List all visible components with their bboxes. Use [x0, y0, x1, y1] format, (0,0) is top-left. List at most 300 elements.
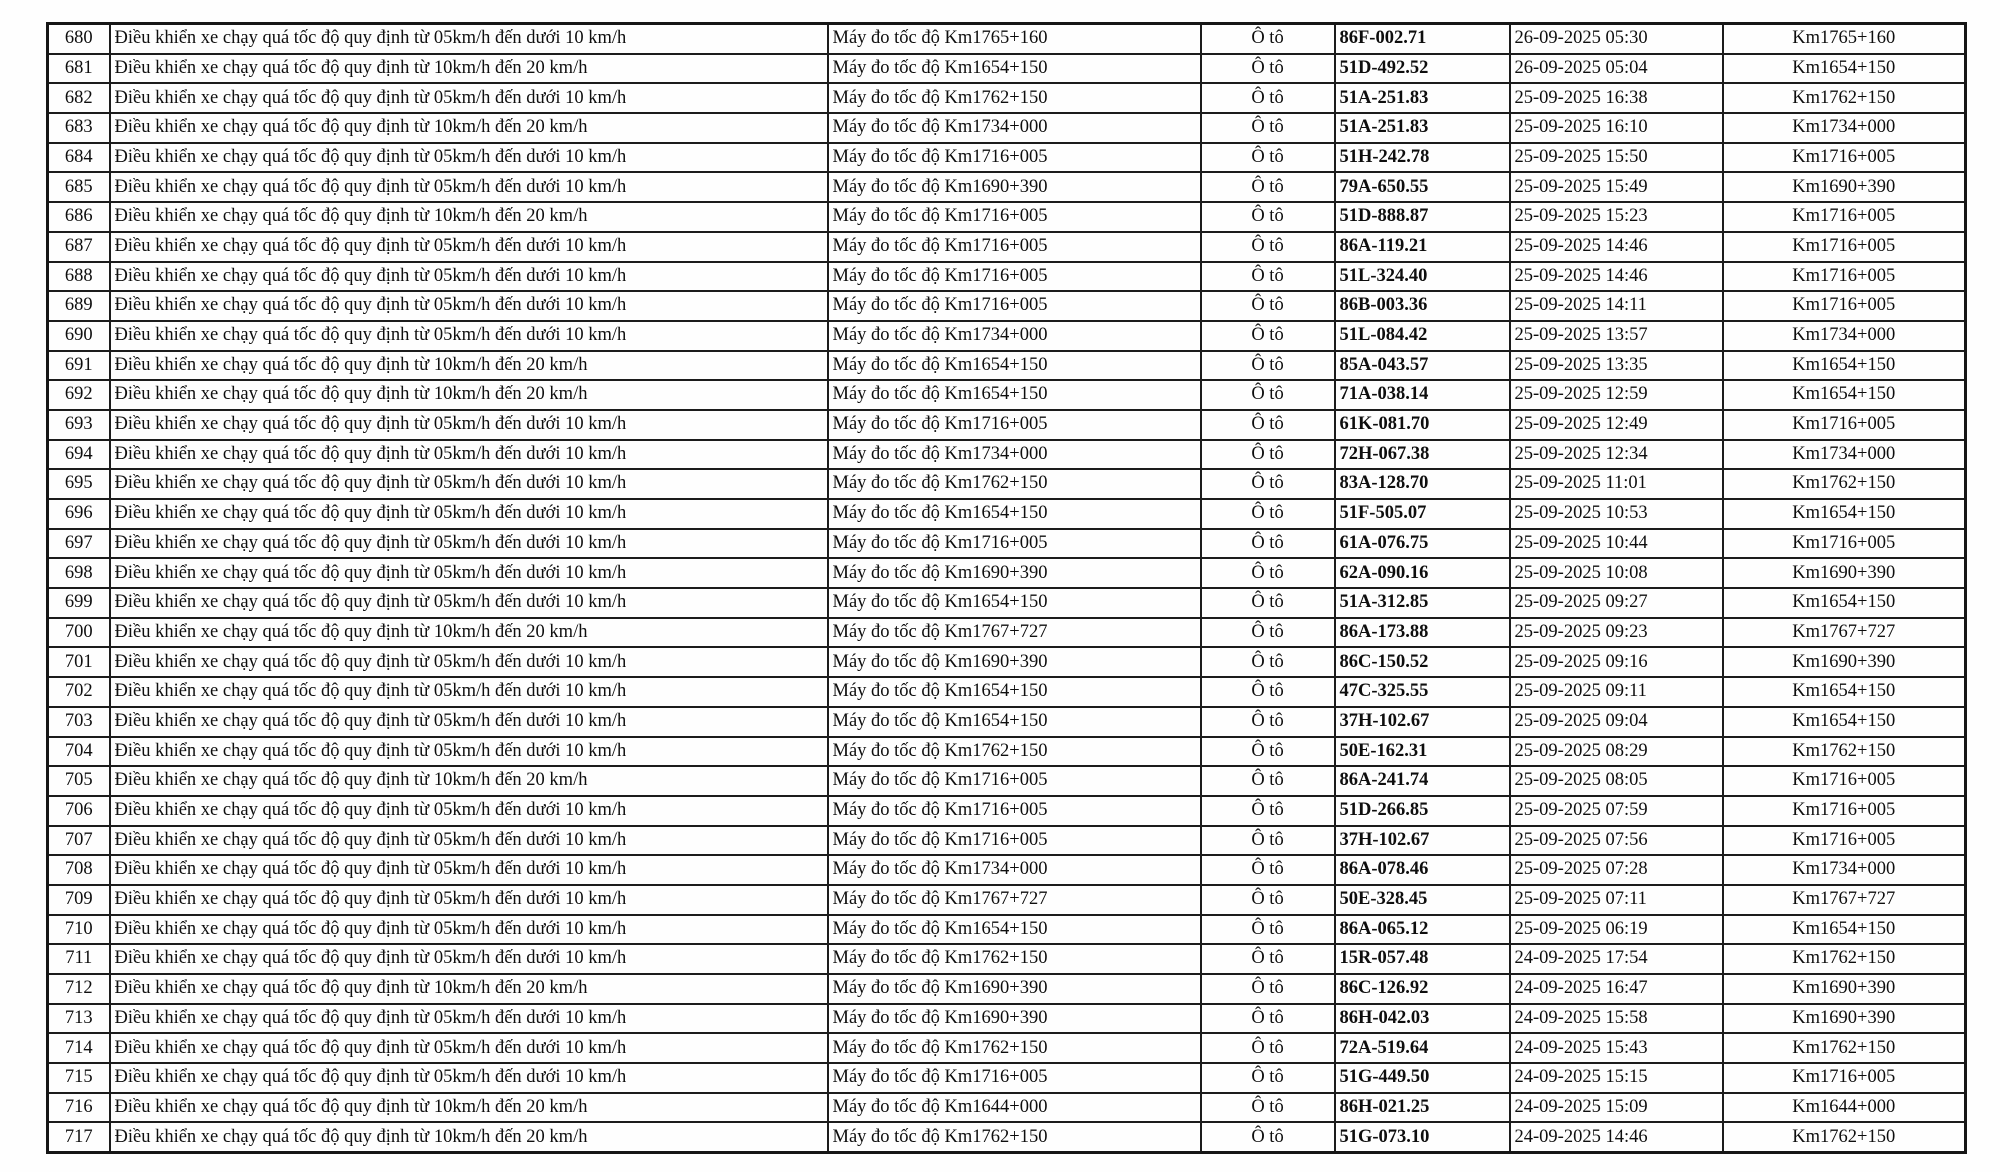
- speed-device-cell: Máy đo tốc độ Km1654+150: [828, 380, 1201, 410]
- km-location-cell: Km1690+390: [1723, 172, 1966, 202]
- km-location-cell: Km1716+005: [1723, 766, 1966, 796]
- table-row: [48, 1033, 1966, 1063]
- speed-device-cell: Máy đo tốc độ Km1654+150: [828, 54, 1201, 84]
- violation-datetime-cell: 25-09-2025 09:16: [1510, 647, 1723, 677]
- license-plate-cell: 86H-021.25: [1335, 1093, 1510, 1123]
- table-row: [48, 915, 1966, 945]
- license-plate-cell: 51D-888.87: [1335, 202, 1510, 232]
- license-plate-cell: 15R-057.48: [1335, 944, 1510, 974]
- table-row: [48, 291, 1966, 321]
- speed-device-cell: Máy đo tốc độ Km1716+005: [828, 529, 1201, 559]
- violation-description-cell: Điều khiển xe chạy quá tốc độ quy định từ 05km/h đến dưới 10 km/h: [110, 24, 828, 54]
- license-plate-cell: 86A-065.12: [1335, 915, 1510, 945]
- row-number-cell: 709: [48, 885, 110, 915]
- km-location-cell: Km1716+005: [1723, 202, 1966, 232]
- vehicle-type-cell: Ô tô: [1201, 618, 1335, 648]
- km-location-cell: Km1762+150: [1723, 944, 1966, 974]
- vehicle-type-cell: Ô tô: [1201, 232, 1335, 262]
- vehicle-type-cell: Ô tô: [1201, 915, 1335, 945]
- violation-datetime-cell: 24-09-2025 14:46: [1510, 1122, 1723, 1152]
- speed-device-cell: Máy đo tốc độ Km1762+150: [828, 1122, 1201, 1152]
- violation-description-cell: Điều khiển xe chạy quá tốc độ quy định từ 05km/h đến dưới 10 km/h: [110, 410, 828, 440]
- license-plate-cell: 51D-492.52: [1335, 54, 1510, 84]
- violation-description-cell: Điều khiển xe chạy quá tốc độ quy định từ 05km/h đến dưới 10 km/h: [110, 1063, 828, 1093]
- violation-description-cell: Điều khiển xe chạy quá tốc độ quy định từ 10km/h đến 20 km/h: [110, 113, 828, 143]
- table-row: [48, 380, 1966, 410]
- violation-description-cell: Điều khiển xe chạy quá tốc độ quy định từ 05km/h đến dưới 10 km/h: [110, 1004, 828, 1034]
- violation-datetime-cell: 25-09-2025 10:44: [1510, 529, 1723, 559]
- row-number-cell: 687: [48, 232, 110, 262]
- vehicle-type-cell: Ô tô: [1201, 24, 1335, 54]
- violation-datetime-cell: 25-09-2025 14:46: [1510, 262, 1723, 292]
- violation-description-cell: Điều khiển xe chạy quá tốc độ quy định từ 05km/h đến dưới 10 km/h: [110, 588, 828, 618]
- speed-device-cell: Máy đo tốc độ Km1654+150: [828, 351, 1201, 381]
- vehicle-type-cell: Ô tô: [1201, 143, 1335, 173]
- vehicle-type-cell: Ô tô: [1201, 380, 1335, 410]
- speed-device-cell: Máy đo tốc độ Km1765+160: [828, 24, 1201, 54]
- speed-device-cell: Máy đo tốc độ Km1716+005: [828, 232, 1201, 262]
- table-row: [48, 113, 1966, 143]
- license-plate-cell: 71A-038.14: [1335, 380, 1510, 410]
- km-location-cell: Km1716+005: [1723, 143, 1966, 173]
- license-plate-cell: 86A-119.21: [1335, 232, 1510, 262]
- table-row: [48, 974, 1966, 1004]
- table-row: [48, 885, 1966, 915]
- violation-datetime-cell: 24-09-2025 15:58: [1510, 1004, 1723, 1034]
- vehicle-type-cell: Ô tô: [1201, 944, 1335, 974]
- table-row: [48, 1093, 1966, 1123]
- violation-datetime-cell: 25-09-2025 10:08: [1510, 558, 1723, 588]
- license-plate-cell: 51A-312.85: [1335, 588, 1510, 618]
- vehicle-type-cell: Ô tô: [1201, 558, 1335, 588]
- row-number-cell: 683: [48, 113, 110, 143]
- violation-description-cell: Điều khiển xe chạy quá tốc độ quy định từ 05km/h đến dưới 10 km/h: [110, 707, 828, 737]
- table-row: [48, 558, 1966, 588]
- km-location-cell: Km1767+727: [1723, 885, 1966, 915]
- speed-device-cell: Máy đo tốc độ Km1734+000: [828, 855, 1201, 885]
- row-number-cell: 686: [48, 202, 110, 232]
- violation-description-cell: Điều khiển xe chạy quá tốc độ quy định từ 10km/h đến 20 km/h: [110, 1093, 828, 1123]
- violation-datetime-cell: 25-09-2025 16:38: [1510, 83, 1723, 113]
- violation-datetime-cell: 24-09-2025 15:43: [1510, 1033, 1723, 1063]
- row-number-cell: 692: [48, 380, 110, 410]
- vehicle-type-cell: Ô tô: [1201, 737, 1335, 767]
- table-row: [48, 1122, 1966, 1152]
- violation-datetime-cell: 25-09-2025 12:49: [1510, 410, 1723, 440]
- vehicle-type-cell: Ô tô: [1201, 974, 1335, 1004]
- violation-datetime-cell: 25-09-2025 06:19: [1510, 915, 1723, 945]
- license-plate-cell: 79A-650.55: [1335, 172, 1510, 202]
- violation-description-cell: Điều khiển xe chạy quá tốc độ quy định từ 05km/h đến dưới 10 km/h: [110, 647, 828, 677]
- table-row: [48, 24, 1966, 54]
- vehicle-type-cell: Ô tô: [1201, 172, 1335, 202]
- violation-description-cell: Điều khiển xe chạy quá tốc độ quy định từ 05km/h đến dưới 10 km/h: [110, 855, 828, 885]
- vehicle-type-cell: Ô tô: [1201, 410, 1335, 440]
- license-plate-cell: 85A-043.57: [1335, 351, 1510, 381]
- violation-datetime-cell: 25-09-2025 14:46: [1510, 232, 1723, 262]
- table-row: [48, 618, 1966, 648]
- table-row: [48, 469, 1966, 499]
- km-location-cell: Km1654+150: [1723, 707, 1966, 737]
- license-plate-cell: 61K-081.70: [1335, 410, 1510, 440]
- violation-description-cell: Điều khiển xe chạy quá tốc độ quy định từ 05km/h đến dưới 10 km/h: [110, 944, 828, 974]
- license-plate-cell: 86F-002.71: [1335, 24, 1510, 54]
- km-location-cell: Km1765+160: [1723, 24, 1966, 54]
- speed-device-cell: Máy đo tốc độ Km1690+390: [828, 974, 1201, 1004]
- row-number-cell: 700: [48, 618, 110, 648]
- row-number-cell: 695: [48, 469, 110, 499]
- vehicle-type-cell: Ô tô: [1201, 588, 1335, 618]
- license-plate-cell: 86A-173.88: [1335, 618, 1510, 648]
- row-number-cell: 694: [48, 440, 110, 470]
- table-row: [48, 707, 1966, 737]
- license-plate-cell: 72H-067.38: [1335, 440, 1510, 470]
- license-plate-cell: 86B-003.36: [1335, 291, 1510, 321]
- km-location-cell: Km1654+150: [1723, 499, 1966, 529]
- km-location-cell: Km1762+150: [1723, 1122, 1966, 1152]
- row-number-cell: 716: [48, 1093, 110, 1123]
- table-row: [48, 766, 1966, 796]
- violation-datetime-cell: 25-09-2025 13:57: [1510, 321, 1723, 351]
- table-row: [48, 83, 1966, 113]
- license-plate-cell: 47C-325.55: [1335, 677, 1510, 707]
- violations-table: [46, 22, 1967, 1154]
- violations-table-body: [48, 24, 1966, 1153]
- row-number-cell: 717: [48, 1122, 110, 1152]
- km-location-cell: Km1716+005: [1723, 826, 1966, 856]
- speed-device-cell: Máy đo tốc độ Km1690+390: [828, 172, 1201, 202]
- vehicle-type-cell: Ô tô: [1201, 321, 1335, 351]
- table-row: [48, 351, 1966, 381]
- violation-description-cell: Điều khiển xe chạy quá tốc độ quy định từ 10km/h đến 20 km/h: [110, 202, 828, 232]
- license-plate-cell: 62A-090.16: [1335, 558, 1510, 588]
- license-plate-cell: 37H-102.67: [1335, 707, 1510, 737]
- violation-description-cell: Điều khiển xe chạy quá tốc độ quy định từ 05km/h đến dưới 10 km/h: [110, 143, 828, 173]
- table-row: [48, 143, 1966, 173]
- table-row: [48, 855, 1966, 885]
- violation-datetime-cell: 25-09-2025 14:11: [1510, 291, 1723, 321]
- violation-description-cell: Điều khiển xe chạy quá tốc độ quy định từ 10km/h đến 20 km/h: [110, 974, 828, 1004]
- vehicle-type-cell: Ô tô: [1201, 1063, 1335, 1093]
- row-number-cell: 704: [48, 737, 110, 767]
- vehicle-type-cell: Ô tô: [1201, 796, 1335, 826]
- speed-device-cell: Máy đo tốc độ Km1762+150: [828, 469, 1201, 499]
- violation-description-cell: Điều khiển xe chạy quá tốc độ quy định từ 05km/h đến dưới 10 km/h: [110, 499, 828, 529]
- row-number-cell: 702: [48, 677, 110, 707]
- row-number-cell: 714: [48, 1033, 110, 1063]
- row-number-cell: 682: [48, 83, 110, 113]
- vehicle-type-cell: Ô tô: [1201, 440, 1335, 470]
- speed-device-cell: Máy đo tốc độ Km1734+000: [828, 440, 1201, 470]
- violation-description-cell: Điều khiển xe chạy quá tốc độ quy định từ 05km/h đến dưới 10 km/h: [110, 677, 828, 707]
- license-plate-cell: 51H-242.78: [1335, 143, 1510, 173]
- violation-description-cell: Điều khiển xe chạy quá tốc độ quy định từ 05km/h đến dưới 10 km/h: [110, 83, 828, 113]
- km-location-cell: Km1716+005: [1723, 796, 1966, 826]
- violation-description-cell: Điều khiển xe chạy quá tốc độ quy định từ 05km/h đến dưới 10 km/h: [110, 440, 828, 470]
- km-location-cell: Km1654+150: [1723, 351, 1966, 381]
- speed-device-cell: Máy đo tốc độ Km1762+150: [828, 737, 1201, 767]
- km-location-cell: Km1644+000: [1723, 1093, 1966, 1123]
- license-plate-cell: 50E-328.45: [1335, 885, 1510, 915]
- speed-device-cell: Máy đo tốc độ Km1734+000: [828, 113, 1201, 143]
- row-number-cell: 693: [48, 410, 110, 440]
- table-row: [48, 529, 1966, 559]
- violation-description-cell: Điều khiển xe chạy quá tốc độ quy định từ 05km/h đến dưới 10 km/h: [110, 558, 828, 588]
- table-row: [48, 1063, 1966, 1093]
- km-location-cell: Km1716+005: [1723, 529, 1966, 559]
- row-number-cell: 684: [48, 143, 110, 173]
- table-row: [48, 796, 1966, 826]
- km-location-cell: Km1716+005: [1723, 410, 1966, 440]
- violation-datetime-cell: 25-09-2025 07:11: [1510, 885, 1723, 915]
- violation-datetime-cell: 25-09-2025 09:23: [1510, 618, 1723, 648]
- table-row: [48, 677, 1966, 707]
- vehicle-type-cell: Ô tô: [1201, 707, 1335, 737]
- speed-device-cell: Máy đo tốc độ Km1654+150: [828, 677, 1201, 707]
- violation-description-cell: Điều khiển xe chạy quá tốc độ quy định từ 10km/h đến 20 km/h: [110, 380, 828, 410]
- license-plate-cell: 51G-449.50: [1335, 1063, 1510, 1093]
- vehicle-type-cell: Ô tô: [1201, 113, 1335, 143]
- table-row: [48, 440, 1966, 470]
- km-location-cell: Km1690+390: [1723, 558, 1966, 588]
- vehicle-type-cell: Ô tô: [1201, 855, 1335, 885]
- row-number-cell: 696: [48, 499, 110, 529]
- violation-datetime-cell: 25-09-2025 09:11: [1510, 677, 1723, 707]
- km-location-cell: Km1716+005: [1723, 262, 1966, 292]
- km-location-cell: Km1654+150: [1723, 677, 1966, 707]
- km-location-cell: Km1762+150: [1723, 83, 1966, 113]
- row-number-cell: 685: [48, 172, 110, 202]
- license-plate-cell: 86H-042.03: [1335, 1004, 1510, 1034]
- km-location-cell: Km1762+150: [1723, 1033, 1966, 1063]
- violation-description-cell: Điều khiển xe chạy quá tốc độ quy định từ 05km/h đến dưới 10 km/h: [110, 737, 828, 767]
- violation-datetime-cell: 26-09-2025 05:30: [1510, 24, 1723, 54]
- table-row: [48, 172, 1966, 202]
- vehicle-type-cell: Ô tô: [1201, 291, 1335, 321]
- row-number-cell: 706: [48, 796, 110, 826]
- vehicle-type-cell: Ô tô: [1201, 677, 1335, 707]
- speed-device-cell: Máy đo tốc độ Km1716+005: [828, 826, 1201, 856]
- speed-device-cell: Máy đo tốc độ Km1654+150: [828, 707, 1201, 737]
- violation-description-cell: Điều khiển xe chạy quá tốc độ quy định từ 05km/h đến dưới 10 km/h: [110, 262, 828, 292]
- speed-device-cell: Máy đo tốc độ Km1762+150: [828, 83, 1201, 113]
- license-plate-cell: 86C-126.92: [1335, 974, 1510, 1004]
- table-row: [48, 1004, 1966, 1034]
- table-row: [48, 737, 1966, 767]
- table-row: [48, 321, 1966, 351]
- violation-datetime-cell: 25-09-2025 09:27: [1510, 588, 1723, 618]
- vehicle-type-cell: Ô tô: [1201, 529, 1335, 559]
- km-location-cell: Km1716+005: [1723, 1063, 1966, 1093]
- violation-datetime-cell: 24-09-2025 17:54: [1510, 944, 1723, 974]
- vehicle-type-cell: Ô tô: [1201, 885, 1335, 915]
- speed-device-cell: Máy đo tốc độ Km1654+150: [828, 499, 1201, 529]
- speed-device-cell: Máy đo tốc độ Km1716+005: [828, 291, 1201, 321]
- violation-datetime-cell: 25-09-2025 15:49: [1510, 172, 1723, 202]
- vehicle-type-cell: Ô tô: [1201, 1004, 1335, 1034]
- violation-datetime-cell: 24-09-2025 16:47: [1510, 974, 1723, 1004]
- row-number-cell: 703: [48, 707, 110, 737]
- row-number-cell: 689: [48, 291, 110, 321]
- license-plate-cell: 51F-505.07: [1335, 499, 1510, 529]
- violation-description-cell: Điều khiển xe chạy quá tốc độ quy định từ 10km/h đến 20 km/h: [110, 618, 828, 648]
- vehicle-type-cell: Ô tô: [1201, 499, 1335, 529]
- violation-datetime-cell: 25-09-2025 08:29: [1510, 737, 1723, 767]
- vehicle-type-cell: Ô tô: [1201, 1093, 1335, 1123]
- vehicle-type-cell: Ô tô: [1201, 83, 1335, 113]
- row-number-cell: 710: [48, 915, 110, 945]
- speed-device-cell: Máy đo tốc độ Km1716+005: [828, 1063, 1201, 1093]
- violation-description-cell: Điều khiển xe chạy quá tốc độ quy định từ 05km/h đến dưới 10 km/h: [110, 885, 828, 915]
- vehicle-type-cell: Ô tô: [1201, 647, 1335, 677]
- row-number-cell: 708: [48, 855, 110, 885]
- speed-device-cell: Máy đo tốc độ Km1690+390: [828, 558, 1201, 588]
- violation-datetime-cell: 25-09-2025 16:10: [1510, 113, 1723, 143]
- violation-description-cell: Điều khiển xe chạy quá tốc độ quy định từ 10km/h đến 20 km/h: [110, 766, 828, 796]
- violation-description-cell: Điều khiển xe chạy quá tốc độ quy định từ 05km/h đến dưới 10 km/h: [110, 529, 828, 559]
- violation-datetime-cell: 25-09-2025 07:56: [1510, 826, 1723, 856]
- vehicle-type-cell: Ô tô: [1201, 469, 1335, 499]
- table-row: [48, 944, 1966, 974]
- km-location-cell: Km1734+000: [1723, 321, 1966, 351]
- violation-description-cell: Điều khiển xe chạy quá tốc độ quy định từ 05km/h đến dưới 10 km/h: [110, 1033, 828, 1063]
- row-number-cell: 698: [48, 558, 110, 588]
- violation-description-cell: Điều khiển xe chạy quá tốc độ quy định từ 10km/h đến 20 km/h: [110, 54, 828, 84]
- row-number-cell: 690: [48, 321, 110, 351]
- violation-description-cell: Điều khiển xe chạy quá tốc độ quy định từ 05km/h đến dưới 10 km/h: [110, 796, 828, 826]
- license-plate-cell: 51D-266.85: [1335, 796, 1510, 826]
- table-row: [48, 410, 1966, 440]
- violation-datetime-cell: 25-09-2025 13:35: [1510, 351, 1723, 381]
- row-number-cell: 699: [48, 588, 110, 618]
- table-row: [48, 232, 1966, 262]
- vehicle-type-cell: Ô tô: [1201, 54, 1335, 84]
- speed-device-cell: Máy đo tốc độ Km1716+005: [828, 202, 1201, 232]
- speed-device-cell: Máy đo tốc độ Km1762+150: [828, 1033, 1201, 1063]
- violation-datetime-cell: 24-09-2025 15:15: [1510, 1063, 1723, 1093]
- speed-device-cell: Máy đo tốc độ Km1716+005: [828, 410, 1201, 440]
- speed-device-cell: Máy đo tốc độ Km1767+727: [828, 618, 1201, 648]
- license-plate-cell: 72A-519.64: [1335, 1033, 1510, 1063]
- vehicle-type-cell: Ô tô: [1201, 202, 1335, 232]
- license-plate-cell: 51L-084.42: [1335, 321, 1510, 351]
- km-location-cell: Km1762+150: [1723, 737, 1966, 767]
- row-number-cell: 712: [48, 974, 110, 1004]
- violation-description-cell: Điều khiển xe chạy quá tốc độ quy định từ 05km/h đến dưới 10 km/h: [110, 321, 828, 351]
- km-location-cell: Km1654+150: [1723, 588, 1966, 618]
- license-plate-cell: 83A-128.70: [1335, 469, 1510, 499]
- violation-datetime-cell: 25-09-2025 12:34: [1510, 440, 1723, 470]
- vehicle-type-cell: Ô tô: [1201, 262, 1335, 292]
- vehicle-type-cell: Ô tô: [1201, 1122, 1335, 1152]
- km-location-cell: Km1690+390: [1723, 1004, 1966, 1034]
- row-number-cell: 681: [48, 54, 110, 84]
- violation-datetime-cell: 25-09-2025 11:01: [1510, 469, 1723, 499]
- violation-datetime-cell: 25-09-2025 10:53: [1510, 499, 1723, 529]
- violation-datetime-cell: 25-09-2025 15:50: [1510, 143, 1723, 173]
- row-number-cell: 688: [48, 262, 110, 292]
- violation-datetime-cell: 25-09-2025 09:04: [1510, 707, 1723, 737]
- violation-datetime-cell: 24-09-2025 15:09: [1510, 1093, 1723, 1123]
- table-row: [48, 588, 1966, 618]
- table-row: [48, 826, 1966, 856]
- vehicle-type-cell: Ô tô: [1201, 351, 1335, 381]
- km-location-cell: Km1762+150: [1723, 469, 1966, 499]
- license-plate-cell: 51L-324.40: [1335, 262, 1510, 292]
- speed-device-cell: Máy đo tốc độ Km1716+005: [828, 766, 1201, 796]
- row-number-cell: 713: [48, 1004, 110, 1034]
- violation-description-cell: Điều khiển xe chạy quá tốc độ quy định từ 10km/h đến 20 km/h: [110, 1122, 828, 1152]
- license-plate-cell: 86C-150.52: [1335, 647, 1510, 677]
- km-location-cell: Km1690+390: [1723, 647, 1966, 677]
- row-number-cell: 707: [48, 826, 110, 856]
- speed-device-cell: Máy đo tốc độ Km1716+005: [828, 143, 1201, 173]
- km-location-cell: Km1654+150: [1723, 54, 1966, 84]
- row-number-cell: 715: [48, 1063, 110, 1093]
- violation-datetime-cell: 25-09-2025 07:28: [1510, 855, 1723, 885]
- speed-device-cell: Máy đo tốc độ Km1762+150: [828, 944, 1201, 974]
- table-row: [48, 262, 1966, 292]
- license-plate-cell: 51A-251.83: [1335, 83, 1510, 113]
- license-plate-cell: 37H-102.67: [1335, 826, 1510, 856]
- table-row: [48, 54, 1966, 84]
- violation-datetime-cell: 25-09-2025 08:05: [1510, 766, 1723, 796]
- row-number-cell: 680: [48, 24, 110, 54]
- violation-description-cell: Điều khiển xe chạy quá tốc độ quy định từ 05km/h đến dưới 10 km/h: [110, 291, 828, 321]
- speed-device-cell: Máy đo tốc độ Km1716+005: [828, 796, 1201, 826]
- km-location-cell: Km1654+150: [1723, 915, 1966, 945]
- km-location-cell: Km1654+150: [1723, 380, 1966, 410]
- speed-device-cell: Máy đo tốc độ Km1654+150: [828, 588, 1201, 618]
- vehicle-type-cell: Ô tô: [1201, 826, 1335, 856]
- license-plate-cell: 51A-251.83: [1335, 113, 1510, 143]
- row-number-cell: 705: [48, 766, 110, 796]
- violation-description-cell: Điều khiển xe chạy quá tốc độ quy định từ 05km/h đến dưới 10 km/h: [110, 469, 828, 499]
- km-location-cell: Km1716+005: [1723, 291, 1966, 321]
- km-location-cell: Km1716+005: [1723, 232, 1966, 262]
- row-number-cell: 711: [48, 944, 110, 974]
- license-plate-cell: 86A-241.74: [1335, 766, 1510, 796]
- speed-device-cell: Máy đo tốc độ Km1644+000: [828, 1093, 1201, 1123]
- table-row: [48, 647, 1966, 677]
- license-plate-cell: 50E-162.31: [1335, 737, 1510, 767]
- km-location-cell: Km1734+000: [1723, 113, 1966, 143]
- speed-device-cell: Máy đo tốc độ Km1690+390: [828, 1004, 1201, 1034]
- violation-description-cell: Điều khiển xe chạy quá tốc độ quy định từ 05km/h đến dưới 10 km/h: [110, 232, 828, 262]
- speed-device-cell: Máy đo tốc độ Km1734+000: [828, 321, 1201, 351]
- vehicle-type-cell: Ô tô: [1201, 766, 1335, 796]
- violation-description-cell: Điều khiển xe chạy quá tốc độ quy định từ 05km/h đến dưới 10 km/h: [110, 826, 828, 856]
- violation-datetime-cell: 25-09-2025 12:59: [1510, 380, 1723, 410]
- speed-device-cell: Máy đo tốc độ Km1767+727: [828, 885, 1201, 915]
- km-location-cell: Km1734+000: [1723, 440, 1966, 470]
- violation-description-cell: Điều khiển xe chạy quá tốc độ quy định từ 10km/h đến 20 km/h: [110, 351, 828, 381]
- km-location-cell: Km1734+000: [1723, 855, 1966, 885]
- row-number-cell: 697: [48, 529, 110, 559]
- license-plate-cell: 61A-076.75: [1335, 529, 1510, 559]
- violation-description-cell: Điều khiển xe chạy quá tốc độ quy định từ 05km/h đến dưới 10 km/h: [110, 915, 828, 945]
- license-plate-cell: 51G-073.10: [1335, 1122, 1510, 1152]
- km-location-cell: Km1690+390: [1723, 974, 1966, 1004]
- speed-device-cell: Máy đo tốc độ Km1716+005: [828, 262, 1201, 292]
- violation-datetime-cell: 25-09-2025 07:59: [1510, 796, 1723, 826]
- row-number-cell: 691: [48, 351, 110, 381]
- table-row: [48, 202, 1966, 232]
- vehicle-type-cell: Ô tô: [1201, 1033, 1335, 1063]
- speed-device-cell: Máy đo tốc độ Km1654+150: [828, 915, 1201, 945]
- table-row: [48, 499, 1966, 529]
- violation-datetime-cell: 26-09-2025 05:04: [1510, 54, 1723, 84]
